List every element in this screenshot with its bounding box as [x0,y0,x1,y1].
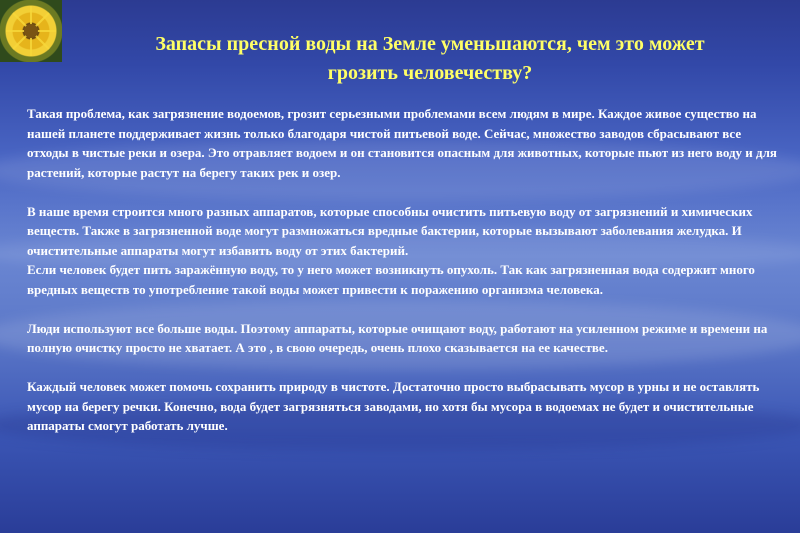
paragraph-5: Каждый человек может помочь сохранить природу в чистоте. Достаточно просто выбрасывать мусор в урны и не оставлять мусор на берегу речки. Конечно, вода будет загрязняться заводами, но хотя бы мусора в водоемах не будет и очистительные аппараты смогут работать лучше. [27,379,760,433]
slide-title [70,30,790,88]
title-line-1: Запасы пресной воды на Земле уменьшаются, чем это может [155,33,705,55]
spacer [27,299,777,319]
paragraph-3: Если человек будет пить заражённую воду, то у него может возникнуть опухоль. Так как загрязненная вода содержит много вредных веществ то употребление такой воды может привести к поражению организма человека. [27,262,755,297]
title-line-2: грозить человечеству? [327,62,533,84]
spacer [27,182,777,202]
slide-body [27,104,777,436]
spacer [27,358,777,378]
paragraph-1: Такая проблема, как загрязнение водоемов, грозит серьезными проблемами всем людям в мире. Каждое живое существо на нашей планете поддерживает жизнь только благодаря чистой питьевой воде. Сейчас, множество заводов сбрасывают все отходы в чистые реки и озера. Это отравляет водоем и он становится опасным для животных, которые пьют из него воду и для растений, которые растут на берегу таких рек и озер. [27,106,777,180]
paragraph-2: В наше время строится много разных аппаратов, которые способны очистить питьевую воду от загрязнений и химических веществ. Также в загрязненной воде могут размножаться вредные бактерии, которые вызывают заболевания желудка. И очистительные аппараты могут избавить воду от этих бактерий. [27,203,753,258]
paragraph-4: Люди используют все больше воды. Поэтому аппараты, которые очищают воду, работают на усиленном режиме и времени на полную очистку просто не хватает. А это , в свою очередь, очень плохо сказывается на ее качестве. [27,320,768,355]
dandelion-flower-icon [0,0,62,62]
